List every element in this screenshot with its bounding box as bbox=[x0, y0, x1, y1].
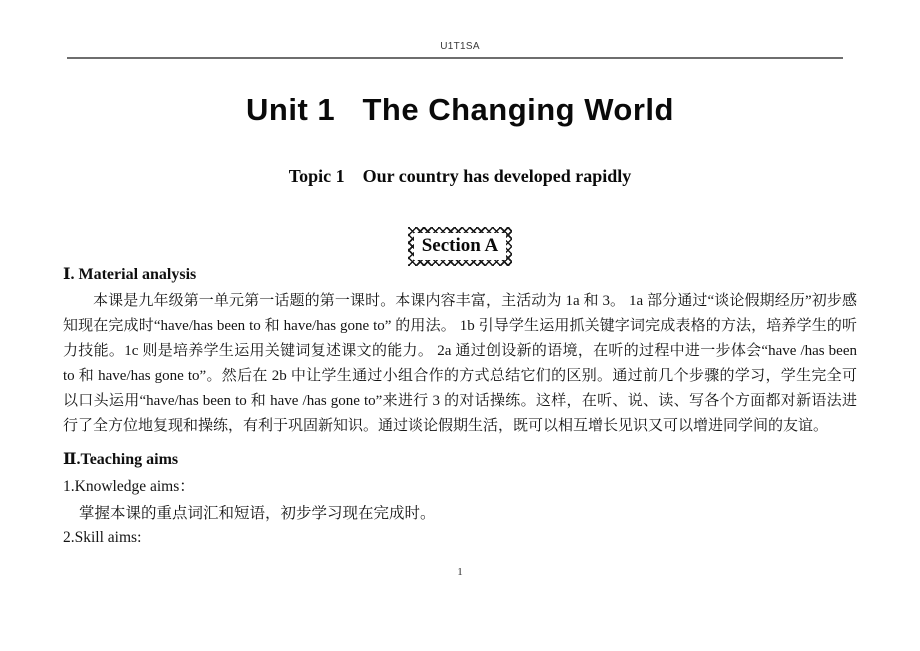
knowledge-aims-label: 1.Knowledge aims： bbox=[63, 478, 195, 495]
topic-subtitle: Topic 1 Our country has developed rapidly bbox=[288, 166, 632, 186]
teaching-aims-heading: Ⅱ.Teaching aims bbox=[63, 451, 179, 468]
section-a-badge-border bbox=[408, 227, 513, 266]
knowledge-aims-text: 掌握本课的重点词汇和短语，初步学习现在完成时。 bbox=[79, 505, 436, 522]
skill-aims-label: 2.Skill aims: bbox=[63, 529, 142, 546]
unit-title: Unit 1 The Changing World bbox=[246, 92, 674, 127]
header-rule bbox=[67, 57, 843, 59]
page-header-code: U1T1SA bbox=[440, 41, 480, 52]
section-badge-row bbox=[0, 227, 920, 266]
page-number: 1 bbox=[457, 566, 463, 578]
material-analysis-paragraph: 本课是九年级第一单元第一话题的第一课时。本课内容丰富，主活动为 1a 和 3。 1a 部分通过“谈论假期经历”初步感知现在完成时“have/has been to 和 have/has gone to” 的用法。 1b 引导学生运用抓关键字词完成表格的方法，培养学生的听力技能。1c 则是培养学生运用关键词复述课文的能力。 2a 通过创设新的语境，在听的过程中进一步体会“have /has been to 和 have/has gone to”。然后在 2b 中让学生通过小组合作的方式总结它们的区别。通过前几个步骤的学习，学生完全可以口头运用“have/has been to 和 have /has gone to”来进行 3 的对话操练。这样，在听、说、读、写各个方面都对新语法进行了全方位地复现和操练，有利于巩固新知识。通过谈论假期生活，既可以相互增长见识又可以增进同学间的友谊。 bbox=[63, 293, 857, 434]
section-a-badge-label: Section A bbox=[414, 233, 507, 260]
material-analysis-heading: Ⅰ. Material analysis bbox=[63, 266, 197, 283]
